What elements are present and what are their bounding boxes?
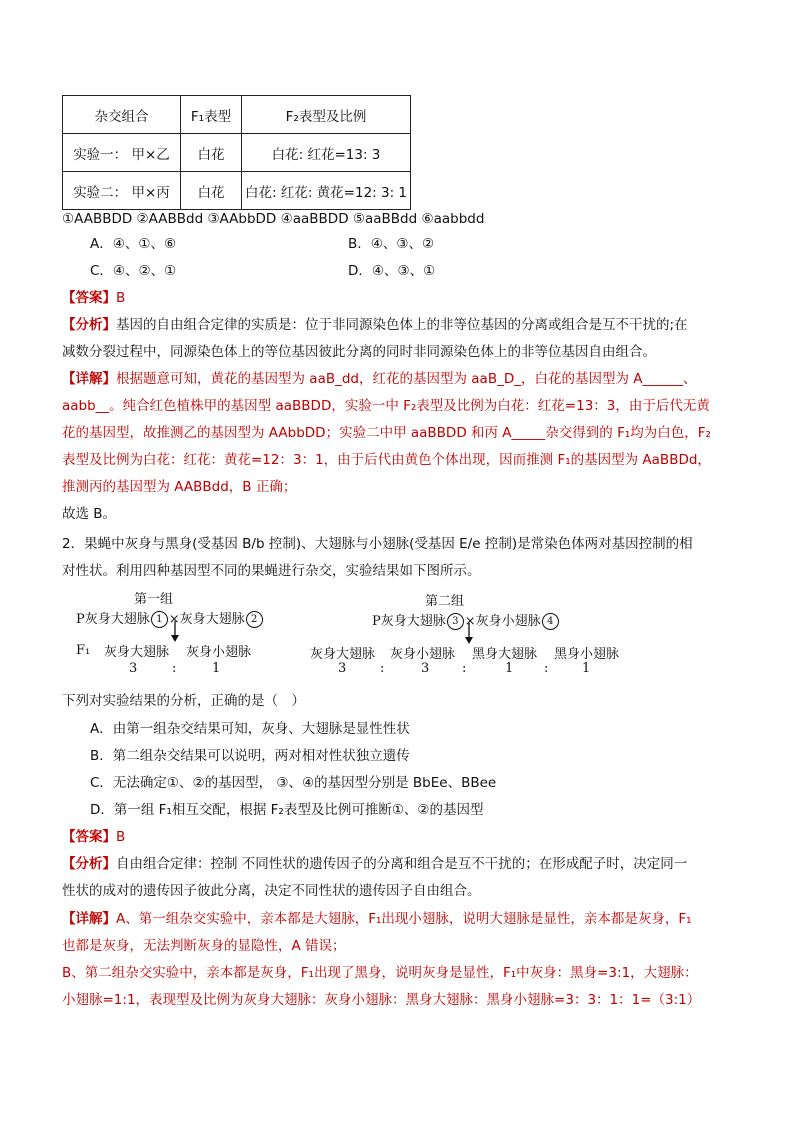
answer-line xyxy=(62,826,125,848)
group2-title: 第二组 xyxy=(425,594,465,609)
detail-text: 根据题意可知，黄花的基因型为 aaB_dd，红花的基因型为 aaB_D_，白花的基因型为 A______、 xyxy=(116,371,697,387)
ratio-colon: : xyxy=(544,661,549,676)
circled-number: 1 xyxy=(151,611,168,628)
parent-label: P灰身大翅脉 xyxy=(372,614,446,629)
detail-line xyxy=(62,368,697,390)
answer-value: B xyxy=(116,290,126,306)
detail-text: 小翅脉=1:1，表现型及比例为灰身大翅脉：灰身小翅脉：黑身大翅脉：黑身小翅脉=3：3：1：1=（3:1） xyxy=(62,992,701,1008)
answer-tag: 【答案】 xyxy=(62,829,116,845)
detail-text: 表型及比例为白花：红花：黄花=12：3：1，由于后代由黄色个体出现，因而推测 F₁的基因型为 AaBBDd， xyxy=(62,452,711,468)
answer-value: B xyxy=(116,829,126,845)
f1-label: F₁ xyxy=(76,643,91,658)
table-row xyxy=(63,134,411,172)
arrow-icon xyxy=(464,623,474,645)
option-d[interactable]: D．第一组 F₁相互交配，根据 F₂表型及比例可推断①、②的基因型 xyxy=(90,802,484,818)
detail-tag: 【详解】 xyxy=(62,371,116,387)
analysis-text: 基因的自由组合定律的实质是：位于非同源染色体上的非等位基因的分离或组合是互不干扰的;在 xyxy=(116,317,688,333)
table-header-cell: F₂表型及比例 xyxy=(242,96,411,134)
phenotype-label: 黑身小翅脉 xyxy=(554,647,620,662)
table-cell: 白花 xyxy=(181,172,242,210)
phenotype-label: 灰身小翅脉 xyxy=(390,647,456,662)
detail-tag: 【详解】 xyxy=(62,911,116,927)
ratio-value: 3 xyxy=(129,661,138,676)
analysis-text: 减数分裂过程中，同源染色体上的等位基因彼此分离的同时非同源染色体上的非等位基因自由组合。 xyxy=(62,344,656,360)
ratio-value: 1 xyxy=(212,661,221,676)
question-stem: 2．果蝇中灰身与黑身(受基因 B/b 控制)、大翅脉与小翅脉(受基因 E/e 控制)是常染色体两对基因控制的相 xyxy=(62,536,693,552)
phenotype-label: 灰身小翅脉 xyxy=(186,645,252,660)
phenotype-label: 灰身大翅脉 xyxy=(104,645,170,660)
option-d[interactable]: D．④、③、① xyxy=(348,263,436,279)
ratio-value: 1 xyxy=(582,661,591,676)
ratio-value: 3 xyxy=(421,661,430,676)
table-header-cell: 杂交组合 xyxy=(63,96,181,134)
genotype-list: ①AABBDD ②AABBdd ③AAbbDD ④aaBBDD ⑤aaBBdd ⑥aabbdd xyxy=(62,211,485,227)
option-a[interactable]: A．由第一组杂交结果可知，灰身、大翅脉是显性性状 xyxy=(90,721,410,737)
detail-text: 推测丙的基因型为 AABBdd，B 正确； xyxy=(62,479,297,495)
parent-label: P灰身大翅脉 xyxy=(76,612,150,627)
detail-text: A、第一组杂交实验中，亲本都是大翅脉，F₁出现小翅脉，说明大翅脉是显性，亲本都是灰身，F₁ xyxy=(116,911,692,927)
circled-number: 2 xyxy=(246,611,263,628)
table-cell: 实验二： 甲×丙 xyxy=(63,172,181,210)
analysis-tag: 【分析】 xyxy=(62,317,116,333)
detail-text: 花的基因型，故推测乙的基因型为 AAbbDD；实验二中甲 aaBBDD 和丙 A_____杂交得到的 F₁均为白色，F₂ xyxy=(62,425,711,441)
parent-label: ×灰身小翅脉 xyxy=(464,614,541,629)
table-row xyxy=(63,172,411,210)
circled-number: 4 xyxy=(542,613,559,630)
table-cell: 实验一： 甲×乙 xyxy=(63,134,181,172)
conclusion: 故选 B。 xyxy=(62,506,117,522)
option-b[interactable]: B．④、③、② xyxy=(348,236,435,252)
option-b[interactable]: B．第二组杂交结果可以说明，两对相对性状独立遗传 xyxy=(90,748,410,764)
analysis-text: 自由组合定律：控制 不同性状的遗传因子的分离和组合是互不干扰的；在形成配子时，决定同一 xyxy=(116,856,688,872)
arrow-icon xyxy=(170,621,180,643)
table-cell: 白花: 红花=13: 3 xyxy=(242,134,411,172)
option-c[interactable]: C．无法确定①、②的基因型， ③、④的基因型分别是 BbEe、BBee xyxy=(90,775,497,791)
answer-tag: 【答案】 xyxy=(62,290,116,306)
table-header-cell: F₁表型 xyxy=(181,96,242,134)
group1-title: 第一组 xyxy=(134,592,174,607)
analysis-tag: 【分析】 xyxy=(62,856,116,872)
circled-number: 3 xyxy=(447,613,464,630)
detail-text: B、第二组杂交实验中，亲本都是灰身，F₁出现了黑身，说明灰身是显性，F₁中灰身：黑身=3:1，大翅脉： xyxy=(62,965,698,981)
phenotype-label: 黑身大翅脉 xyxy=(472,647,538,662)
answer-line xyxy=(62,287,125,309)
question-stem: 对性状。利用四种基因型不同的果蝇进行杂交，实验结果如下图所示。 xyxy=(62,563,481,579)
table-cell: 白花 xyxy=(181,134,242,172)
ratio-value: 1 xyxy=(505,661,514,676)
question-prompt: 下列对实验结果的分析，正确的是（ ） xyxy=(62,693,305,709)
cross-results-table xyxy=(62,95,411,210)
analysis-text: 性状的成对的遗传因子彼此分离，决定不同性状的遗传因子自由组合。 xyxy=(62,883,481,899)
detail-text: 也都是灰身，无法判断灰身的显隐性，A 错误； xyxy=(62,938,346,954)
ratio-colon: : xyxy=(462,661,467,676)
analysis-line xyxy=(62,314,688,336)
option-c[interactable]: C．④、②、① xyxy=(90,263,177,279)
ratio-colon: : xyxy=(380,661,385,676)
ratio-colon: : xyxy=(172,661,177,676)
phenotype-label: 灰身大翅脉 xyxy=(310,647,376,662)
detail-text: aabb__。纯合红色植株甲的基因型 aaBBDD，实验一中 F₂表型及比例为白花：红花=13：3，由于后代无黄 xyxy=(62,398,710,414)
ratio-value: 3 xyxy=(338,661,347,676)
analysis-line xyxy=(62,853,687,875)
table-cell: 白花: 红花: 黄花=12: 3: 1 xyxy=(242,172,411,210)
detail-line xyxy=(62,908,692,930)
table-header-row xyxy=(63,96,411,134)
parent-label: ×灰身大翅脉 xyxy=(168,612,245,627)
option-a[interactable]: A．④、①、⑥ xyxy=(90,236,177,252)
